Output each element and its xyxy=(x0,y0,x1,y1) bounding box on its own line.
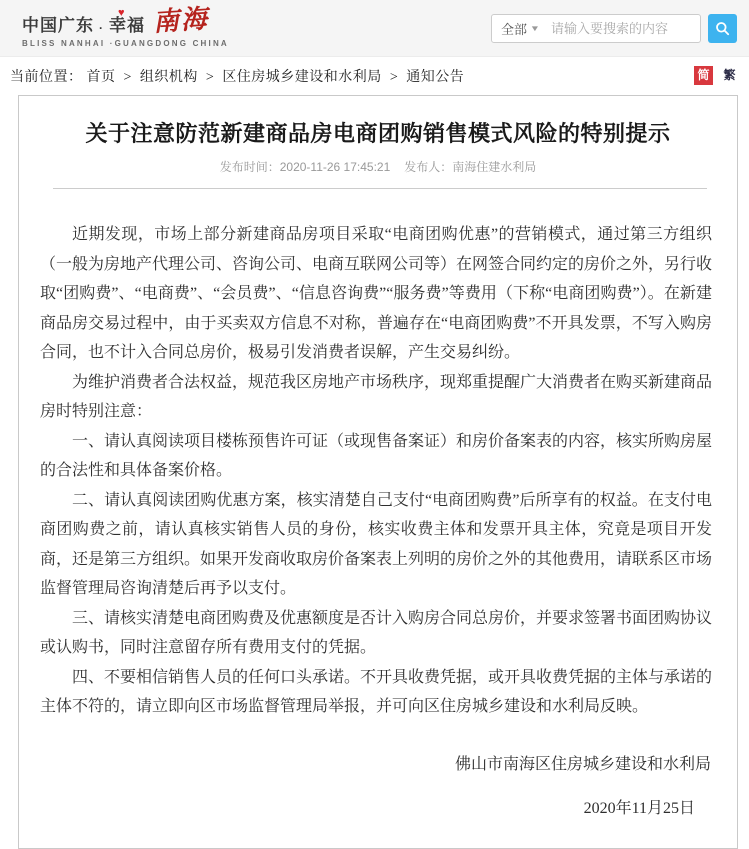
breadcrumb xyxy=(10,66,464,86)
search-icon xyxy=(715,21,730,36)
traditional-chinese-button[interactable]: 繁 xyxy=(723,68,736,82)
signature-org: 佛山市南海区住房城乡建设和水利局 xyxy=(454,755,711,773)
article-paragraph: 二、请认真阅读团购优惠方案，核实清楚自己支付“电商团购费”后所享有的权益。在支付电商团购费之前，请认真核实销售人员的身份，核实收费主体和发票开具主体，究竟是项目开发商，还是第三方组织。如果开发商收取房价备案表上列明的房价之外的其他费用，请联系区市场监督管理局咨询清楚后再予以支付。 xyxy=(40,491,713,597)
page-title: 关于注意防范新建商品房电商团购销售模式风险的特别提示 xyxy=(85,121,671,146)
article-container xyxy=(18,95,738,849)
search-input[interactable] xyxy=(545,15,733,42)
search-category-label: 全部 xyxy=(501,21,528,37)
breadcrumb-item-home[interactable]: 首页 xyxy=(86,69,116,85)
publish-time-value: 2020-11-26 17:45:21 xyxy=(279,160,391,174)
publish-time-label: 发布时间： xyxy=(219,160,280,174)
logo-cn-part2: ♥ 幸福 xyxy=(109,7,145,35)
logo-cn-part1: 中国广东 xyxy=(22,16,94,35)
site-logo xyxy=(22,4,229,48)
breadcrumb-item-notices[interactable]: 通知公告 xyxy=(406,69,465,85)
nanhai-brand-calligraphy: 南海 xyxy=(152,4,210,38)
breadcrumb-separator: > xyxy=(389,69,399,85)
language-toggle xyxy=(694,66,739,85)
breadcrumb-separator: > xyxy=(205,69,215,85)
article-body xyxy=(19,189,737,722)
search-area xyxy=(491,14,737,43)
simplified-chinese-button[interactable]: 简 xyxy=(694,66,713,85)
breadcrumb-item-organizations[interactable]: 组织机构 xyxy=(139,69,198,85)
logo-subtitle: BLISS NANHAI ·GUANGDONG CHINA xyxy=(22,39,229,48)
search-button[interactable] xyxy=(708,14,737,43)
breadcrumb-item-bureau[interactable]: 区住房城乡建设和水利局 xyxy=(222,69,382,85)
logo-separator: · xyxy=(99,21,104,35)
publisher-value: 南海住建水利局 xyxy=(452,160,537,174)
site-header xyxy=(0,0,749,57)
article-paragraph: 三、请核实清楚电商团购费及优惠额度是否计入购房合同总房价，并要求签署书面团购协议或认购书，同时注意留存所有费用支付的凭据。 xyxy=(40,609,713,656)
search-group xyxy=(491,14,701,43)
article-paragraph: 一、请认真阅读项目楼栋预售许可证（或现售备案证）和房价备案表的内容，核实所购房屋的合法性和具体备案价格。 xyxy=(40,432,713,479)
publisher-label: 发布人： xyxy=(404,160,453,174)
heart-icon: ♥ xyxy=(118,7,126,19)
article-meta xyxy=(19,158,737,175)
breadcrumb-label: 当前位置： xyxy=(10,69,83,85)
search-category-dropdown[interactable] xyxy=(492,15,545,42)
article-paragraph: 四、不要相信销售人员的任何口头承诺。不开具收费凭据，或开具收费凭据的主体与承诺的主体不符的，请立即向区市场监督管理局举报，并可向区住房城乡建设和水利局反映。 xyxy=(40,668,713,715)
breadcrumb-separator: > xyxy=(123,69,132,85)
chevron-down-icon: ▼ xyxy=(529,23,541,33)
signature-block xyxy=(19,751,737,818)
article-paragraph: 近期发现，市场上部分新建商品房项目采取“电商团购优惠”的营销模式，通过第三方组织（一般为房地产代理公司、咨询公司、电商互联网公司等）在网签合同约定的房价之外，另行收取“团购费”、“电商费”、“会员费”、“信息咨询费”“服务费”等费用（下称“电商团购费”）。在新建商品房交易过程中，由于买卖双方信息不对称，普遍存在“电商团购费”不开具发票，不写入购房合同，也不计入合同总房价，极易引发消费者误解，产生交易纠纷。 xyxy=(40,226,713,361)
logo-text xyxy=(22,4,229,38)
signature-date: 2020年11月25日 xyxy=(583,799,695,817)
article-paragraph: 为维护消费者合法权益，规范我区房地产市场秩序，现郑重提醒广大消费者在购买新建商品房时特别注意： xyxy=(40,373,713,420)
breadcrumb-row xyxy=(0,57,749,94)
